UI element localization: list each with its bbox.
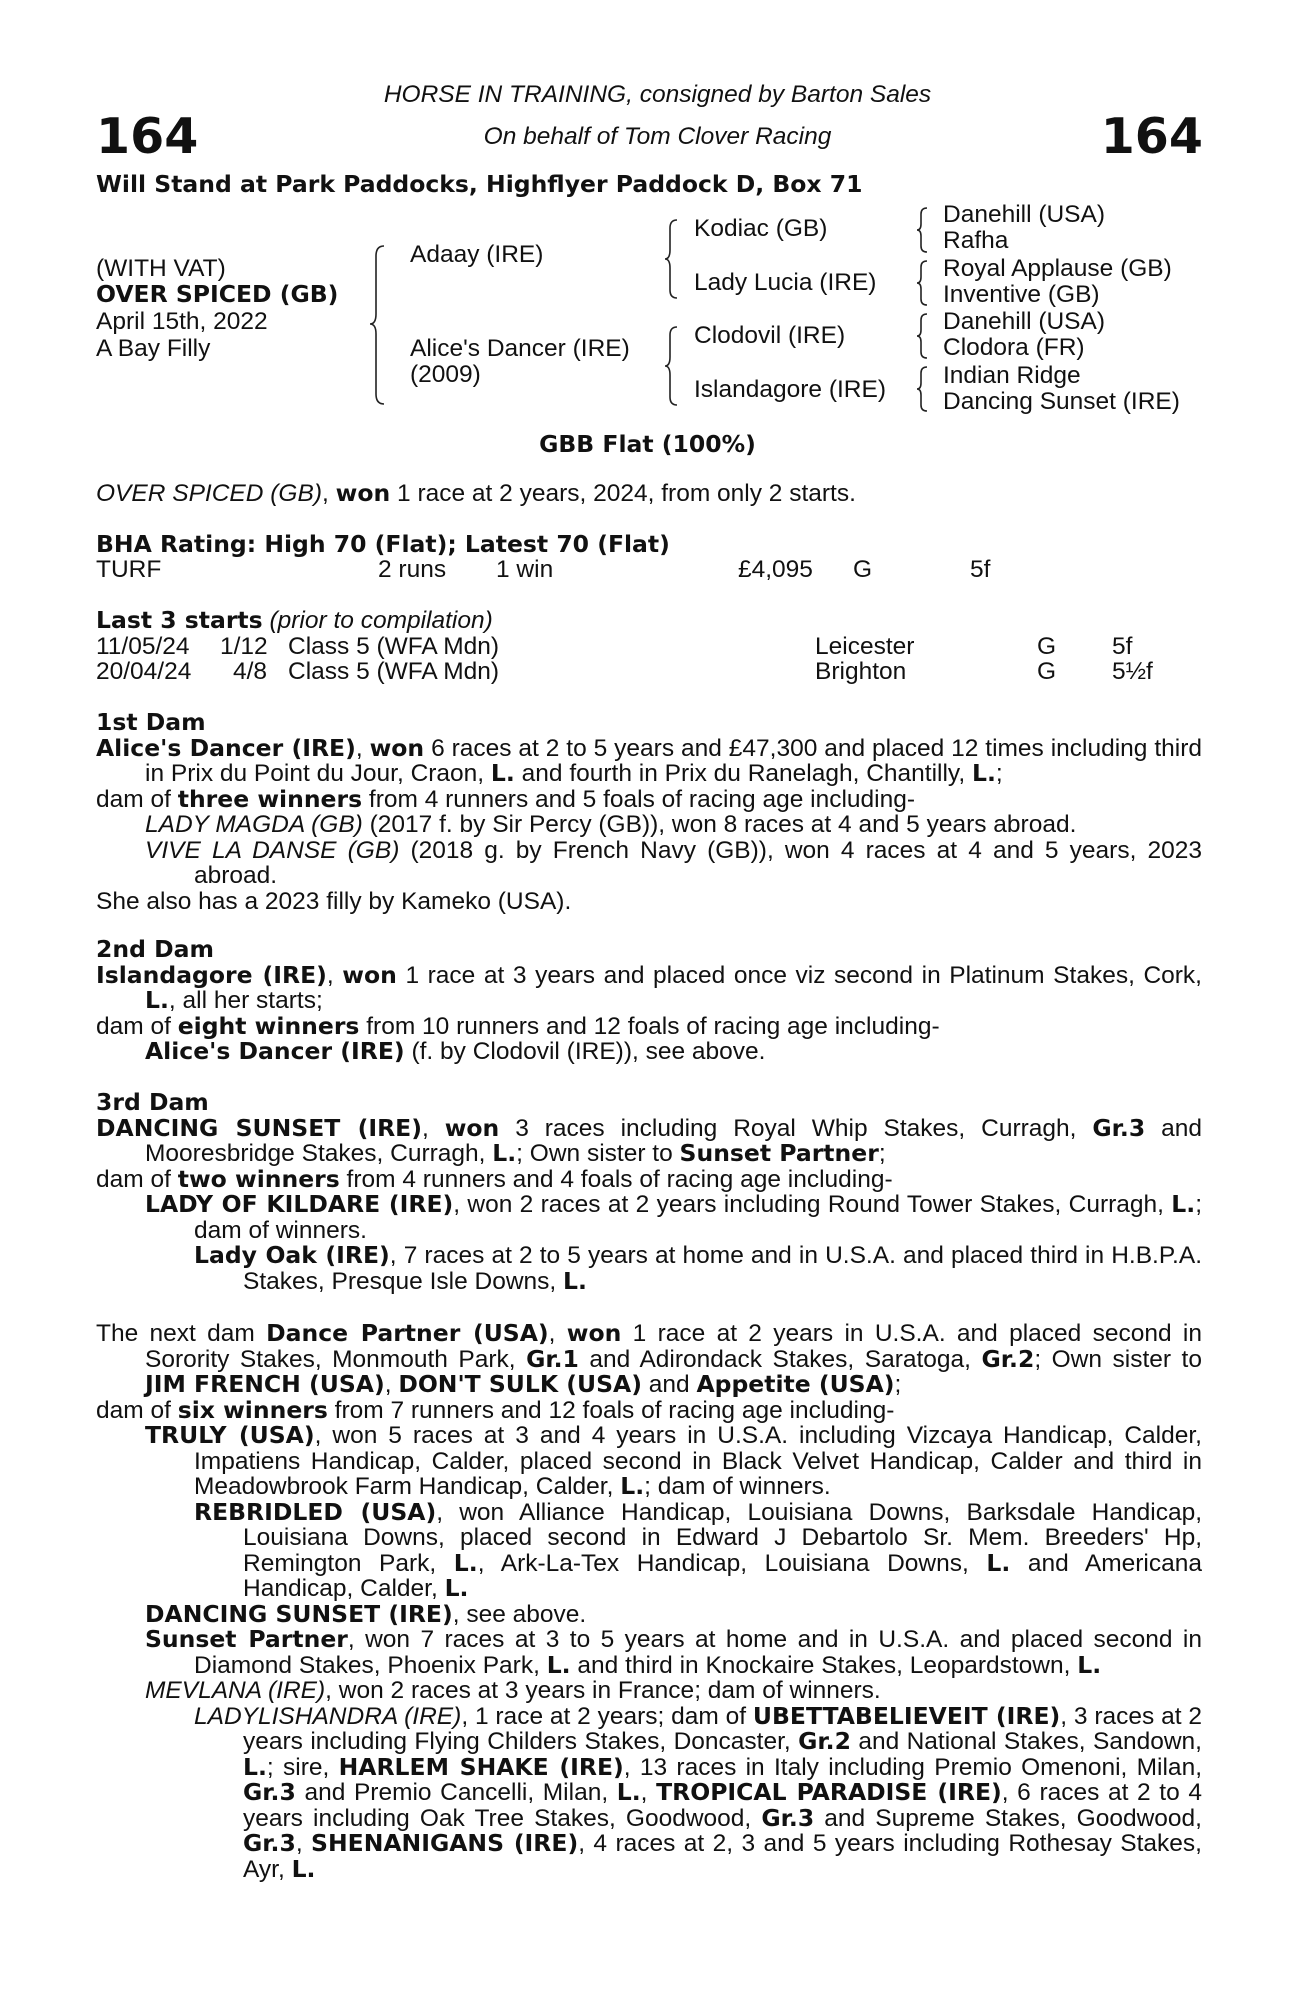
ss-sire: Danehill (USA) [943,201,1106,228]
first-dam-section [96,710,1202,914]
start-row-1-pos: 1/12 [220,633,268,660]
record-going: G [853,556,873,583]
start-row-1-going: G [1037,633,1057,660]
pedigree-brace-4 [917,206,931,254]
start-row-1-course: Leicester [815,633,915,660]
second-dam-progeny-1: Alice's Dancer (IRE) (f. by Clodovil (IRE)), see above. [145,1037,766,1065]
first-dam-record: Alice's Dancer (IRE), won 6 races at 2 to 5 years and £47,300 and placed 12 times including third in Prix du Point du Jour, Craon, L. and fourth in Prix du Ranelagh, Chantilly, L.; [96,733,1202,787]
bha-rating: BHA Rating: High 70 (Flat); Latest 70 (Flat) [96,530,670,558]
consignment-line: HORSE IN TRAINING, consigned by Barton Sales [383,81,932,108]
horse-description: A Bay Filly [96,335,211,362]
sire-sire: Kodiac (GB) [694,215,828,242]
progeny-ladylishandra: LADYLISHANDRA (IRE), 1 race at 2 years; dam of UBETTABELIEVEIT (IRE), 3 races at 2 years including Flying Childers Stakes, Doncaster, Gr.2 and National Stakes, Sandown, L.; sire, HARLEM SHAKE (IRE), 13 races in Italy including Premio Omenoni, Milan, Gr.3 and Premio Cancelli, Milan, L., TROPICAL PARADISE (IRE), 6 races at 2 to 4 years including Oak Tree Stakes, Goodwood, Gr.3 and Supreme Stakes, Goodwood, Gr.3, SHENANIGANS (IRE), 4 races at 2, 3 and 5 years including Rothesay Stakes, Ayr, L. [194,1701,1202,1883]
dam: Alice's Dancer (IRE) [410,335,630,362]
ds-sire: Danehill (USA) [943,308,1106,335]
pedigree-brace-7 [917,365,931,413]
pedigree-brace-5 [917,259,931,307]
dam-year: (2009) [410,361,481,388]
pedigree-brace-2 [665,218,681,300]
second-dam-heading: 2nd Dam [96,935,214,963]
lot-number-right: 164 [1100,108,1203,165]
behalf-line: On behalf of Tom Clover Racing [483,123,832,150]
dd-sire: Indian Ridge [943,362,1081,389]
record-wins: 1 win [496,556,554,583]
pedigree-brace-6 [917,312,931,360]
third-dam-progeny-1: LADY OF KILDARE (IRE), won 2 races at 2 years including Round Tower Stakes, Curragh, L.; dam of winners. [145,1190,1203,1244]
first-dam-also: She also has a 2023 filly by Kameko (USA). [96,887,572,915]
start-row-1-date: 11/05/24 [96,633,190,660]
stand-location: Will Stand at Park Paddocks, Highflyer Paddock D, Box 71 [96,170,863,198]
next-dam-section [96,1321,1202,1882]
sd-sire: Royal Applause (GB) [943,255,1172,282]
second-dam-produce: dam of eight winners from 10 runners and 12 foals of racing age including- [96,1011,940,1040]
record-prize: £4,095 [738,556,813,583]
progeny-truly: TRULY (USA), won 5 races at 3 and 4 years in U.S.A. including Vizcaya Handicap, Calder, Impatiens Handicap, Calder, placed second in Black Velvet Handicap, Calder and third in Meadowbrook Farm Handicap, Calder, L.; dam of winners. [145,1421,1202,1500]
record-runs: 2 runs [378,556,447,583]
sd-dam: Inventive (GB) [943,281,1100,308]
start-row-2-pos: 4/8 [233,658,268,685]
third-dam-produce: dam of two winners from 4 runners and 4 foals of racing age including- [96,1164,893,1193]
start-row-2-date: 20/04/24 [96,658,192,685]
progeny-rebridled: REBRIDLED (USA), won Alliance Handicap, Louisiana Downs, Barksdale Handicap, Louisiana Downs, placed second in Edward J Debartolo Sr. Mem. Breeders' Hp, Remington Park, L., Ark-La-Tex Handicap, Louisiana Downs, L. and Americana Handicap, Calder, L. [194,1497,1203,1602]
foaling-date: April 15th, 2022 [96,308,268,335]
pedigree-brace-3 [665,325,681,407]
record-surface: TURF [96,556,162,583]
next-dam-produce: dam of six winners from 7 runners and 12 foals of racing age including- [96,1395,895,1424]
horse-name: OVER SPICED (GB) [96,280,339,308]
progeny-dancing-sunset: DANCING SUNSET (IRE), see above. [145,1599,587,1628]
record-distance: 5f [970,556,991,583]
race-summary: OVER SPICED (GB), won 1 race at 2 years, 2024, from only 2 starts. [96,479,856,507]
start-row-2-course: Brighton [815,658,907,685]
dam-dam: Islandagore (IRE) [694,376,887,403]
ds-dam: Clodora (FR) [943,334,1085,361]
lot-number-left: 164 [96,108,199,165]
next-dam-record: The next dam Dance Partner (USA), won 1 race at 2 years in U.S.A. and placed second in Sorority Stakes, Monmouth Park, Gr.1 and Adirondack Stakes, Saratoga, Gr.2; Own sister to JIM FRENCH (USA), DON'T SULK (USA) and Appetite (USA); [96,1319,1202,1398]
first-dam-heading: 1st Dam [96,708,206,736]
third-dam-grandprogeny-1: Lady Oak (IRE), 7 races at 2 to 5 years at home and in U.S.A. and placed third in H.B.P.A. Stakes, Presque Isle Downs, L. [194,1241,1203,1295]
first-dam-progeny-2: VIVE LA DANSE (GB) (2018 g. by French Navy (GB)), won 4 races at 4 and 5 years, 2023 abroad. [145,836,1203,889]
gbb-status: GBB Flat (100%) [539,430,756,458]
pedigree-brace-1 [370,244,390,406]
second-dam-record: Islandagore (IRE), won 1 race at 3 years and placed once viz second in Platinum Stakes, Cork, L., all her starts; [96,960,1202,1014]
sire-dam: Lady Lucia (IRE) [694,269,877,296]
start-row-2-race: Class 5 (WFA Mdn) [288,658,500,685]
start-row-2-dist: 5½f [1112,658,1153,685]
first-dam-produce: dam of three winners from 4 runners and 5 foals of racing age including- [96,784,916,813]
dam-sire: Clodovil (IRE) [694,322,846,349]
second-dam-section [96,937,1202,1065]
sire: Adaay (IRE) [410,241,544,268]
start-row-1-dist: 5f [1112,633,1133,660]
vat-note: (WITH VAT) [96,255,226,282]
progeny-sunset-partner: Sunset Partner, won 7 races at 3 to 5 years at home and in U.S.A. and placed second in Diamond Stakes, Phoenix Park, L. and third in Knockaire Stakes, Leopardstown, L. [145,1625,1202,1679]
ss-dam: Rafha [943,227,1009,254]
third-dam-record: DANCING SUNSET (IRE), won 3 races including Royal Whip Stakes, Curragh, Gr.3 and Mooresbridge Stakes, Curragh, L.; Own sister to Sunset Partner; [96,1113,1202,1167]
last-starts-heading: Last 3 starts (prior to compilation) [96,606,493,634]
start-row-1-race: Class 5 (WFA Mdn) [288,633,500,660]
first-dam-progeny-1: LADY MAGDA (GB) (2017 f. by Sir Percy (GB)), won 8 races at 4 and 5 years abroad. [145,811,1077,838]
progeny-mevlana: MEVLANA (IRE), won 2 races at 3 years in France; dam of winners. [145,1677,881,1704]
dd-dam: Dancing Sunset (IRE) [943,388,1180,415]
start-row-2-going: G [1037,658,1057,685]
third-dam-heading: 3rd Dam [96,1088,209,1116]
third-dam-section [96,1090,1202,1294]
